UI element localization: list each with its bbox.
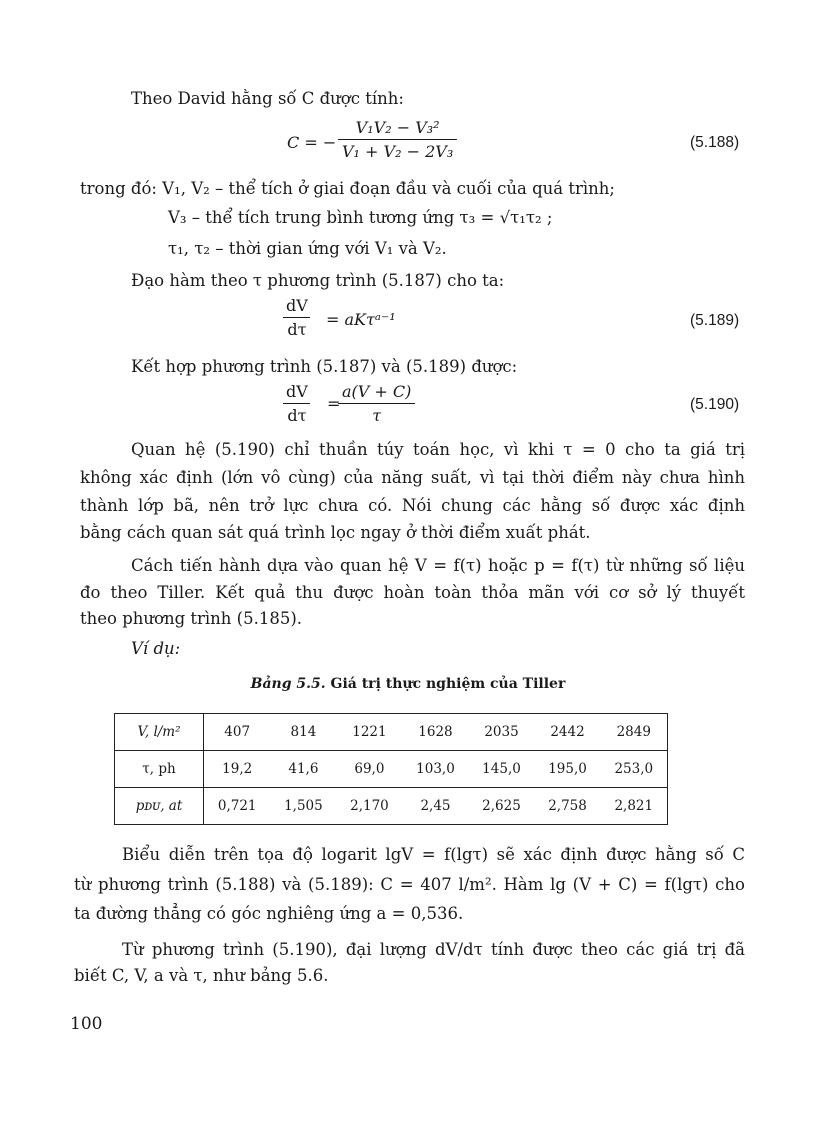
para4-line-2: biết C, V, a và τ, như bảng 5.6. — [74, 966, 329, 985]
eq-5190-rhs-fraction — [338, 382, 415, 425]
row-header: pᴅᴜ, at — [115, 788, 204, 825]
para3-line-2: từ phương trình (5.188) và (5.189): C = 407 l/m². Hàm lg (V + C) = f(lgτ) cho — [74, 875, 745, 894]
eq-5188-number: (5.188) — [690, 134, 740, 151]
eq-5190-equals: = — [327, 394, 341, 413]
eq-5189-rhs: = aKτᵃ⁻¹ — [326, 310, 396, 329]
eq-5188-lhs: C = − — [287, 133, 337, 152]
derivative-line: Đạo hàm theo τ phương trình (5.187) cho ta: — [131, 271, 505, 290]
example-label: Ví dụ: — [131, 639, 181, 658]
where-line-3: τ₁, τ₂ – thời gian ứng với V₁ và V₂. — [168, 239, 447, 258]
table-caption-label: Bảng 5.5. — [250, 676, 326, 692]
table-cell: 2,821 — [601, 788, 668, 825]
eq-5189-number: (5.189) — [690, 312, 740, 329]
eq-5188-numerator: V₁V₂ − V₃² — [355, 118, 440, 137]
eq-5190-lhs-fraction — [282, 382, 312, 425]
tiller-table — [114, 713, 668, 825]
para2-line-1: Cách tiến hành dựa vào quan hệ V = f(τ) hoặc p = f(τ) từ những số liệu — [131, 556, 745, 575]
eq-5188-fraction — [338, 118, 457, 161]
para4-line-1: Từ phương trình (5.190), đại lượng dV/dτ tính được theo các giá trị đã — [122, 940, 745, 959]
para1-line-1: Quan hệ (5.190) chỉ thuần túy toán học, vì khi τ = 0 cho ta giá trị — [131, 440, 745, 459]
table-row — [115, 788, 668, 825]
table-cell: 2849 — [601, 714, 668, 751]
eq-5190-lhs-denominator: dτ — [283, 403, 310, 425]
para3-line-3: ta đường thẳng có góc nghiêng ứng a = 0,536. — [74, 904, 464, 923]
table-cell: 2,625 — [468, 788, 534, 825]
eq-5189-denominator: dτ — [283, 317, 310, 339]
table-row — [115, 751, 668, 788]
table-cell: 1,505 — [270, 788, 336, 825]
row-header: V, l/m² — [115, 714, 204, 751]
table-cell: 407 — [204, 714, 271, 751]
combine-line: Kết hợp phương trình (5.187) và (5.189) được: — [131, 357, 518, 376]
table-cell: 253,0 — [601, 751, 668, 788]
para1-line-4: bằng cách quan sát quá trình lọc ngay ở thời điểm xuất phát. — [80, 523, 591, 542]
table-cell: 2442 — [535, 714, 601, 751]
table-cell: 814 — [270, 714, 336, 751]
table-cell: 195,0 — [535, 751, 601, 788]
eq-5189-numerator: dV — [286, 296, 308, 315]
table-cell: 1221 — [336, 714, 402, 751]
row-header: τ, ph — [115, 751, 204, 788]
para3-line-1: Biểu diễn trên tọa độ logarit lgV = f(lgτ) sẽ xác định được hằng số C — [122, 845, 745, 864]
eq-5188-denominator: V₁ + V₂ − 2V₃ — [338, 139, 457, 161]
para1-line-2: không xác định (lớn vô cùng) của năng suất, vì tại thời điểm này chưa hình — [80, 468, 745, 487]
table-cell: 0,721 — [204, 788, 271, 825]
table-caption — [0, 676, 816, 692]
table-cell: 2,45 — [402, 788, 468, 825]
table-cell: 69,0 — [336, 751, 402, 788]
para2-line-2: đo theo Tiller. Kết quả thu được hoàn toàn thỏa mãn với cơ sở lý thuyết — [80, 583, 745, 602]
para2-line-3: theo phương trình (5.185). — [80, 609, 303, 628]
table-row — [115, 714, 668, 751]
where-line-2: V₃ – thể tích trung bình tương ứng τ₃ = √τ₁τ₂ ; — [168, 208, 553, 227]
where-line-1: trong đó: V₁, V₂ – thể tích ở giai đoạn đầu và cuối của quá trình; — [80, 179, 615, 198]
table-cell: 2,170 — [336, 788, 402, 825]
table-cell: 19,2 — [204, 751, 271, 788]
eq-5189-fraction — [282, 296, 312, 339]
eq-5190-lhs-numerator: dV — [286, 382, 308, 401]
table-caption-text: Giá trị thực nghiệm của Tiller — [330, 676, 566, 692]
table-cell: 145,0 — [468, 751, 534, 788]
table-cell: 2,758 — [535, 788, 601, 825]
eq-5190-rhs-numerator: a(V + C) — [342, 382, 412, 401]
page-number: 100 — [70, 1014, 103, 1034]
table-cell: 103,0 — [402, 751, 468, 788]
table-cell: 1628 — [402, 714, 468, 751]
table-cell: 2035 — [468, 714, 534, 751]
eq-5190-rhs-denominator: τ — [338, 403, 415, 425]
para1-line-3: thành lớp bã, nên trở lực chưa có. Nói chung các hằng số được xác định — [80, 496, 745, 515]
table-cell: 41,6 — [270, 751, 336, 788]
eq-5190-number: (5.190) — [690, 396, 740, 413]
intro-line: Theo David hằng số C được tính: — [131, 89, 404, 108]
